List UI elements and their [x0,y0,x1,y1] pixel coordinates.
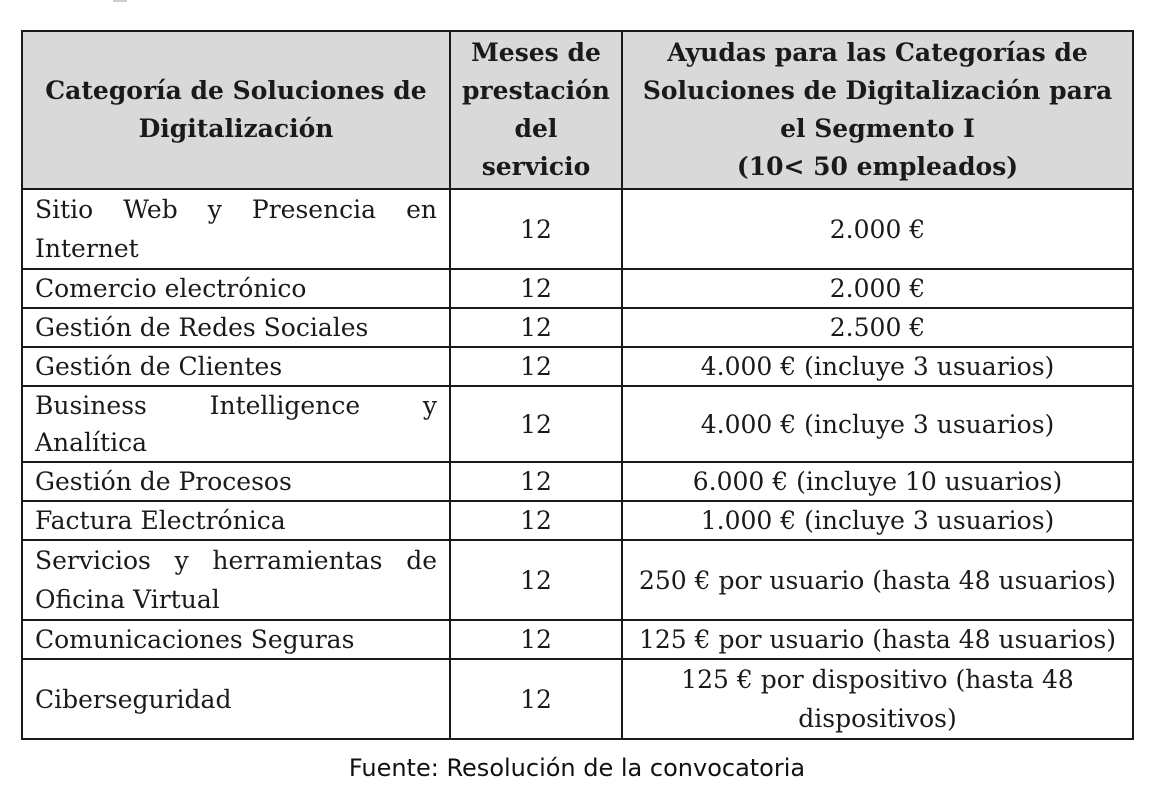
aid-cell: 250 € por usuario (hasta 48 usuarios) [622,540,1133,620]
page-edge-mark [113,0,127,2]
category-cell: Sitio Web y Presencia en Internet [22,189,450,269]
months-cell: 12 [450,269,622,308]
table-row [22,540,1133,620]
header-aid [622,31,1133,189]
header-months: Meses de prestación del servicio [450,31,622,189]
category-cell: Factura Electrónica [22,501,450,540]
months-cell: 12 [450,386,622,462]
table-row [22,620,1133,659]
category-cell: Gestión de Clientes [22,347,450,386]
aid-cell: 2.000 € [622,269,1133,308]
months-cell: 12 [450,501,622,540]
months-cell: 12 [450,462,622,501]
aid-cell: 4.000 € (incluye 3 usuarios) [622,386,1133,462]
months-cell: 12 [450,189,622,269]
months-cell: 12 [450,620,622,659]
months-cell: 12 [450,659,622,739]
table-row [22,659,1133,739]
source-caption: Fuente: Resolución de la convocatoria [348,754,806,782]
header-row [22,31,1133,189]
header-category: Categoría de Soluciones de Digitalización [22,31,450,189]
category-cell: Gestión de Redes Sociales [22,308,450,347]
category-cell: Ciberseguridad [22,659,450,739]
aid-cell: 1.000 € (incluye 3 usuarios) [622,501,1133,540]
aid-cell: 125 € por usuario (hasta 48 usuarios) [622,620,1133,659]
category-cell: Gestión de Procesos [22,462,450,501]
header-aid-segment: (10< 50 empleados) [736,152,1019,181]
table-row [22,189,1133,269]
months-cell: 12 [450,308,622,347]
aid-cell: 2.500 € [622,308,1133,347]
table-row [22,386,1133,462]
table-row [22,269,1133,308]
category-cell: Comunicaciones Seguras [22,620,450,659]
aid-cell: 4.000 € (incluye 3 usuarios) [622,347,1133,386]
table-row [22,462,1133,501]
table-header [22,31,1133,189]
table-row [22,347,1133,386]
aid-cell: 6.000 € (incluye 10 usuarios) [622,462,1133,501]
aid-cell: 2.000 € [622,189,1133,269]
table-row [22,308,1133,347]
category-cell: Business Intelligence y Analítica [22,386,450,462]
category-cell: Comercio electrónico [22,269,450,308]
months-cell: 12 [450,347,622,386]
table-body [22,189,1133,739]
table-row [22,501,1133,540]
category-cell: Servicios y herramientas de Oficina Virtual [22,540,450,620]
digitalization-aid-table [21,30,1134,740]
months-cell: 12 [450,540,622,620]
header-aid-title: Ayudas para las Categorías de Soluciones de Digitalización para el Segmento I [642,38,1113,143]
aid-cell: 125 € por dispositivo (hasta 48 dispositivos) [622,659,1133,739]
